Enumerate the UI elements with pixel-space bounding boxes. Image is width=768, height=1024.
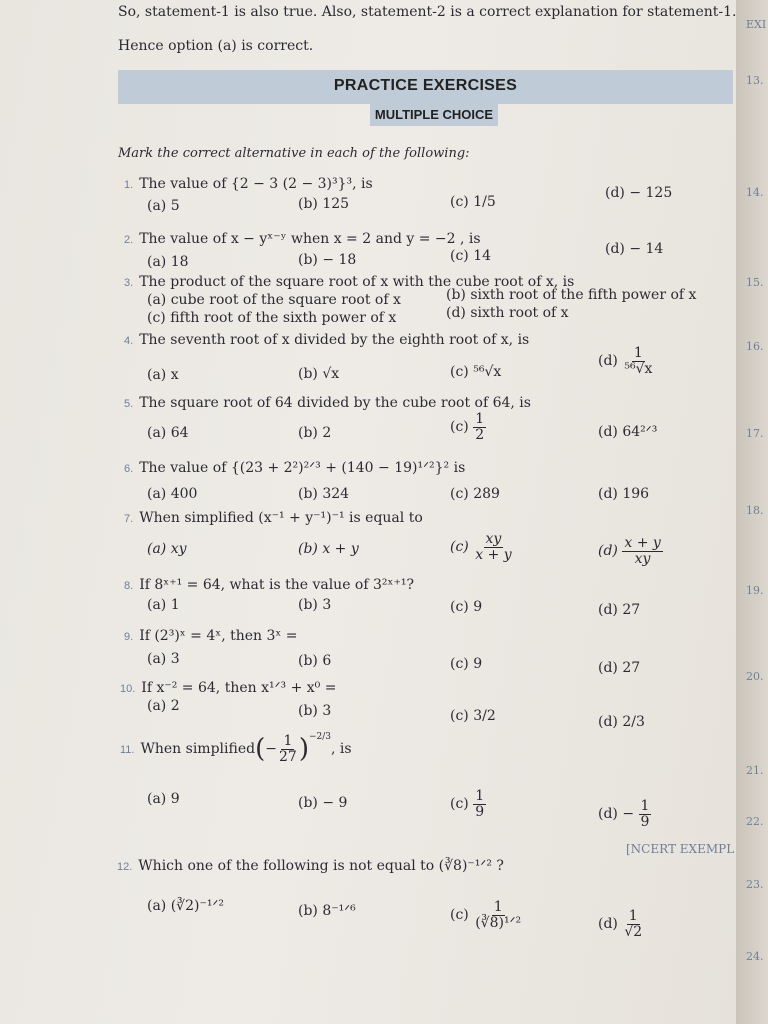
question-number: 4. — [124, 335, 134, 347]
fraction — [639, 799, 652, 829]
numerator: 1 — [640, 798, 650, 814]
margin-label: 21. — [746, 764, 764, 777]
option-c: (c) 289 — [450, 486, 500, 502]
question-number: 5. — [124, 398, 134, 410]
denominator: √2 — [624, 923, 643, 940]
denominator: 27 — [278, 748, 297, 765]
option-label: (c) — [450, 419, 469, 436]
question-10-stem — [120, 680, 336, 696]
numerator: xy — [485, 531, 502, 547]
margin-label: 22. — [746, 815, 764, 828]
margin-label: 18. — [746, 504, 764, 517]
intro-line-1: So, statement-1 is also true. Also, statement-2 is a correct explanation for statement-1. — [118, 4, 737, 20]
option-c — [450, 789, 486, 819]
denominator: xy — [634, 550, 651, 567]
fraction — [622, 909, 644, 939]
question-11-stem — [120, 732, 352, 764]
question-number: 9. — [124, 631, 134, 643]
option-d — [598, 536, 663, 566]
fraction — [277, 734, 299, 764]
margin-label: 24. — [746, 950, 764, 963]
numerator: 1 — [475, 411, 485, 427]
question-2-stem — [124, 231, 481, 247]
question-text: The product of the square root of x with the cube root of x, is — [139, 274, 575, 290]
option-b: (b) 6 — [298, 653, 332, 669]
option-c: (c) fifth root of the sixth power of x — [147, 310, 397, 326]
option-label: (d) — [598, 543, 618, 560]
fraction — [622, 536, 662, 566]
question-6-stem — [124, 460, 465, 476]
question-8-stem — [124, 577, 414, 593]
option-a: (a) 64 — [147, 425, 189, 441]
option-a: (a) (∛2)⁻¹ᐟ² — [147, 898, 225, 914]
option-c — [450, 900, 523, 930]
option-b: (b) 125 — [298, 196, 350, 212]
option-c: (c) 9 — [450, 656, 483, 672]
question-7-stem — [124, 510, 423, 526]
option-label: (c) — [450, 907, 469, 924]
option-b: (b) 2 — [298, 425, 332, 441]
question-number: 6. — [124, 463, 134, 475]
option-a: (a) 400 — [147, 486, 198, 502]
option-d: (d) 2/3 — [598, 714, 645, 730]
option-label: (c) — [450, 796, 469, 813]
fraction — [473, 789, 486, 819]
option-d: (d) 64²ᐟ³ — [598, 424, 658, 440]
question-text-end: , is — [331, 741, 352, 757]
margin-label: 17. — [746, 427, 764, 440]
option-d: (d) sixth root of x — [446, 305, 569, 321]
option-a: (a) cube root of the square root of x — [147, 292, 401, 308]
option-label: (d) — [598, 916, 618, 933]
question-number: 7. — [124, 513, 134, 525]
instruction: Mark the correct alternative in each of the following: — [118, 146, 470, 161]
question-text: The value of x − yˣ⁻ʸ when x = 2 and y = −2 , is — [139, 231, 481, 247]
denominator: 9 — [640, 813, 650, 830]
numerator: 1 — [493, 899, 503, 915]
option-c: (c) 1/5 — [450, 194, 496, 210]
margin-label: 16. — [746, 340, 764, 353]
question-number: 11. — [120, 744, 135, 756]
fraction — [622, 346, 654, 376]
option-a: (a) 9 — [147, 791, 180, 807]
option-b: (b) sixth root of the fifth power of x — [446, 287, 697, 303]
subsection-header — [370, 104, 498, 126]
question-1-stem — [124, 176, 373, 192]
numerator: 1 — [475, 788, 485, 804]
option-a: (a) 2 — [147, 698, 180, 714]
section-header-band — [118, 70, 733, 104]
option-a: (a) xy — [147, 541, 187, 557]
option-c: (c) 3/2 — [450, 708, 496, 724]
option-d — [598, 346, 654, 376]
numerator: 1 — [628, 908, 638, 924]
option-c — [450, 412, 486, 442]
option-d: (d) 27 — [598, 660, 641, 676]
question-text: The value of {(23 + 2²)²ᐟ³ + (140 − 19)¹ᐟ²}² is — [139, 460, 466, 476]
option-c: (c) 9 — [450, 599, 483, 615]
option-a: (a) 5 — [147, 198, 180, 214]
question-number: 12. — [117, 861, 133, 873]
option-b: (b) √x — [298, 366, 340, 382]
ncert-exemplar-tag: [NCERT EXEMPL — [626, 842, 735, 856]
question-number: 2. — [124, 234, 134, 246]
numerator: x + y — [624, 535, 661, 551]
option-c: (c) ⁵⁶√x — [450, 364, 502, 380]
question-text: The seventh root of x divided by the eighth root of x, is — [139, 332, 530, 348]
option-d: (d) 27 — [598, 602, 641, 618]
option-b: (b) − 18 — [298, 252, 357, 268]
fraction — [473, 900, 523, 930]
question-text: If (2³)ˣ = 4ˣ, then 3ˣ = — [139, 628, 298, 644]
option-a: (a) 3 — [147, 651, 180, 667]
fraction — [473, 532, 513, 562]
margin-label: 13. — [746, 74, 764, 87]
section-title: PRACTICE EXERCISES — [333, 77, 518, 94]
paren: ) — [298, 734, 309, 764]
question-5-stem — [124, 395, 531, 411]
question-9-stem — [124, 628, 298, 644]
option-b: (b) 3 — [298, 703, 332, 719]
option-a: (a) x — [147, 367, 179, 383]
question-text: The square root of 64 divided by the cube root of 64, is — [139, 395, 531, 411]
question-12-stem — [117, 858, 504, 874]
question-text: When simplified — [140, 741, 256, 757]
option-d: (d) − 125 — [605, 185, 673, 201]
subsection-title: MULTIPLE CHOICE — [374, 107, 494, 122]
margin-label: 19. — [746, 584, 764, 597]
question-text: If x⁻² = 64, then x¹ᐟ³ + x⁰ = — [141, 680, 337, 696]
option-a: (a) 1 — [147, 597, 180, 613]
option-label: (d) — [598, 353, 618, 370]
question-text: When simplified (x⁻¹ + y⁻¹)⁻¹ is equal to — [139, 510, 423, 526]
denominator: x + y — [475, 546, 512, 563]
question-number: 10. — [120, 683, 136, 695]
exponent: −2/3 — [308, 732, 331, 742]
option-d — [598, 799, 651, 829]
margin-label: EXI — [746, 18, 767, 31]
denominator: ⁵⁶√x — [624, 360, 653, 377]
denominator: 9 — [475, 803, 485, 820]
option-c: (c) 14 — [450, 248, 492, 264]
question-text: Which one of the following is not equal to (∛8)⁻¹ᐟ² ? — [138, 858, 504, 874]
margin-label: 14. — [746, 186, 764, 199]
minus-sign: − — [265, 741, 277, 757]
fraction — [473, 412, 486, 442]
question-number: 8. — [124, 580, 134, 592]
denominator: 2 — [475, 426, 485, 443]
option-d: (d) − 14 — [605, 241, 664, 257]
question-4-stem — [124, 332, 529, 348]
option-b: (b) 8⁻¹ᐟ⁶ — [298, 903, 356, 919]
paren: ( — [255, 734, 266, 764]
option-label: (c) — [450, 539, 469, 556]
margin-label: 15. — [746, 276, 764, 289]
question-text: If 8ˣ⁺¹ = 64, what is the value of 3²ˣ⁺¹? — [139, 577, 414, 593]
question-number: 1. — [124, 179, 134, 191]
question-text: The value of {2 − 3 (2 − 3)³}³, is — [139, 176, 373, 192]
option-b: (b) x + y — [298, 541, 359, 557]
numerator: 1 — [633, 345, 643, 361]
intro-line-2: Hence option (a) is correct. — [118, 38, 314, 54]
margin-label: 20. — [746, 670, 764, 683]
margin-label: 23. — [746, 878, 764, 891]
option-d: (d) 196 — [598, 486, 650, 502]
option-label: (d) − — [598, 806, 635, 823]
numerator: 1 — [283, 732, 293, 749]
question-number: 3. — [124, 277, 134, 289]
denominator: (∛8)¹ᐟ² — [475, 914, 522, 931]
option-b: (b) 324 — [298, 486, 350, 502]
option-c — [450, 532, 514, 562]
option-d — [598, 909, 644, 939]
option-b: (b) 3 — [298, 597, 332, 613]
option-a: (a) 18 — [147, 254, 189, 270]
option-b: (b) − 9 — [298, 795, 348, 811]
